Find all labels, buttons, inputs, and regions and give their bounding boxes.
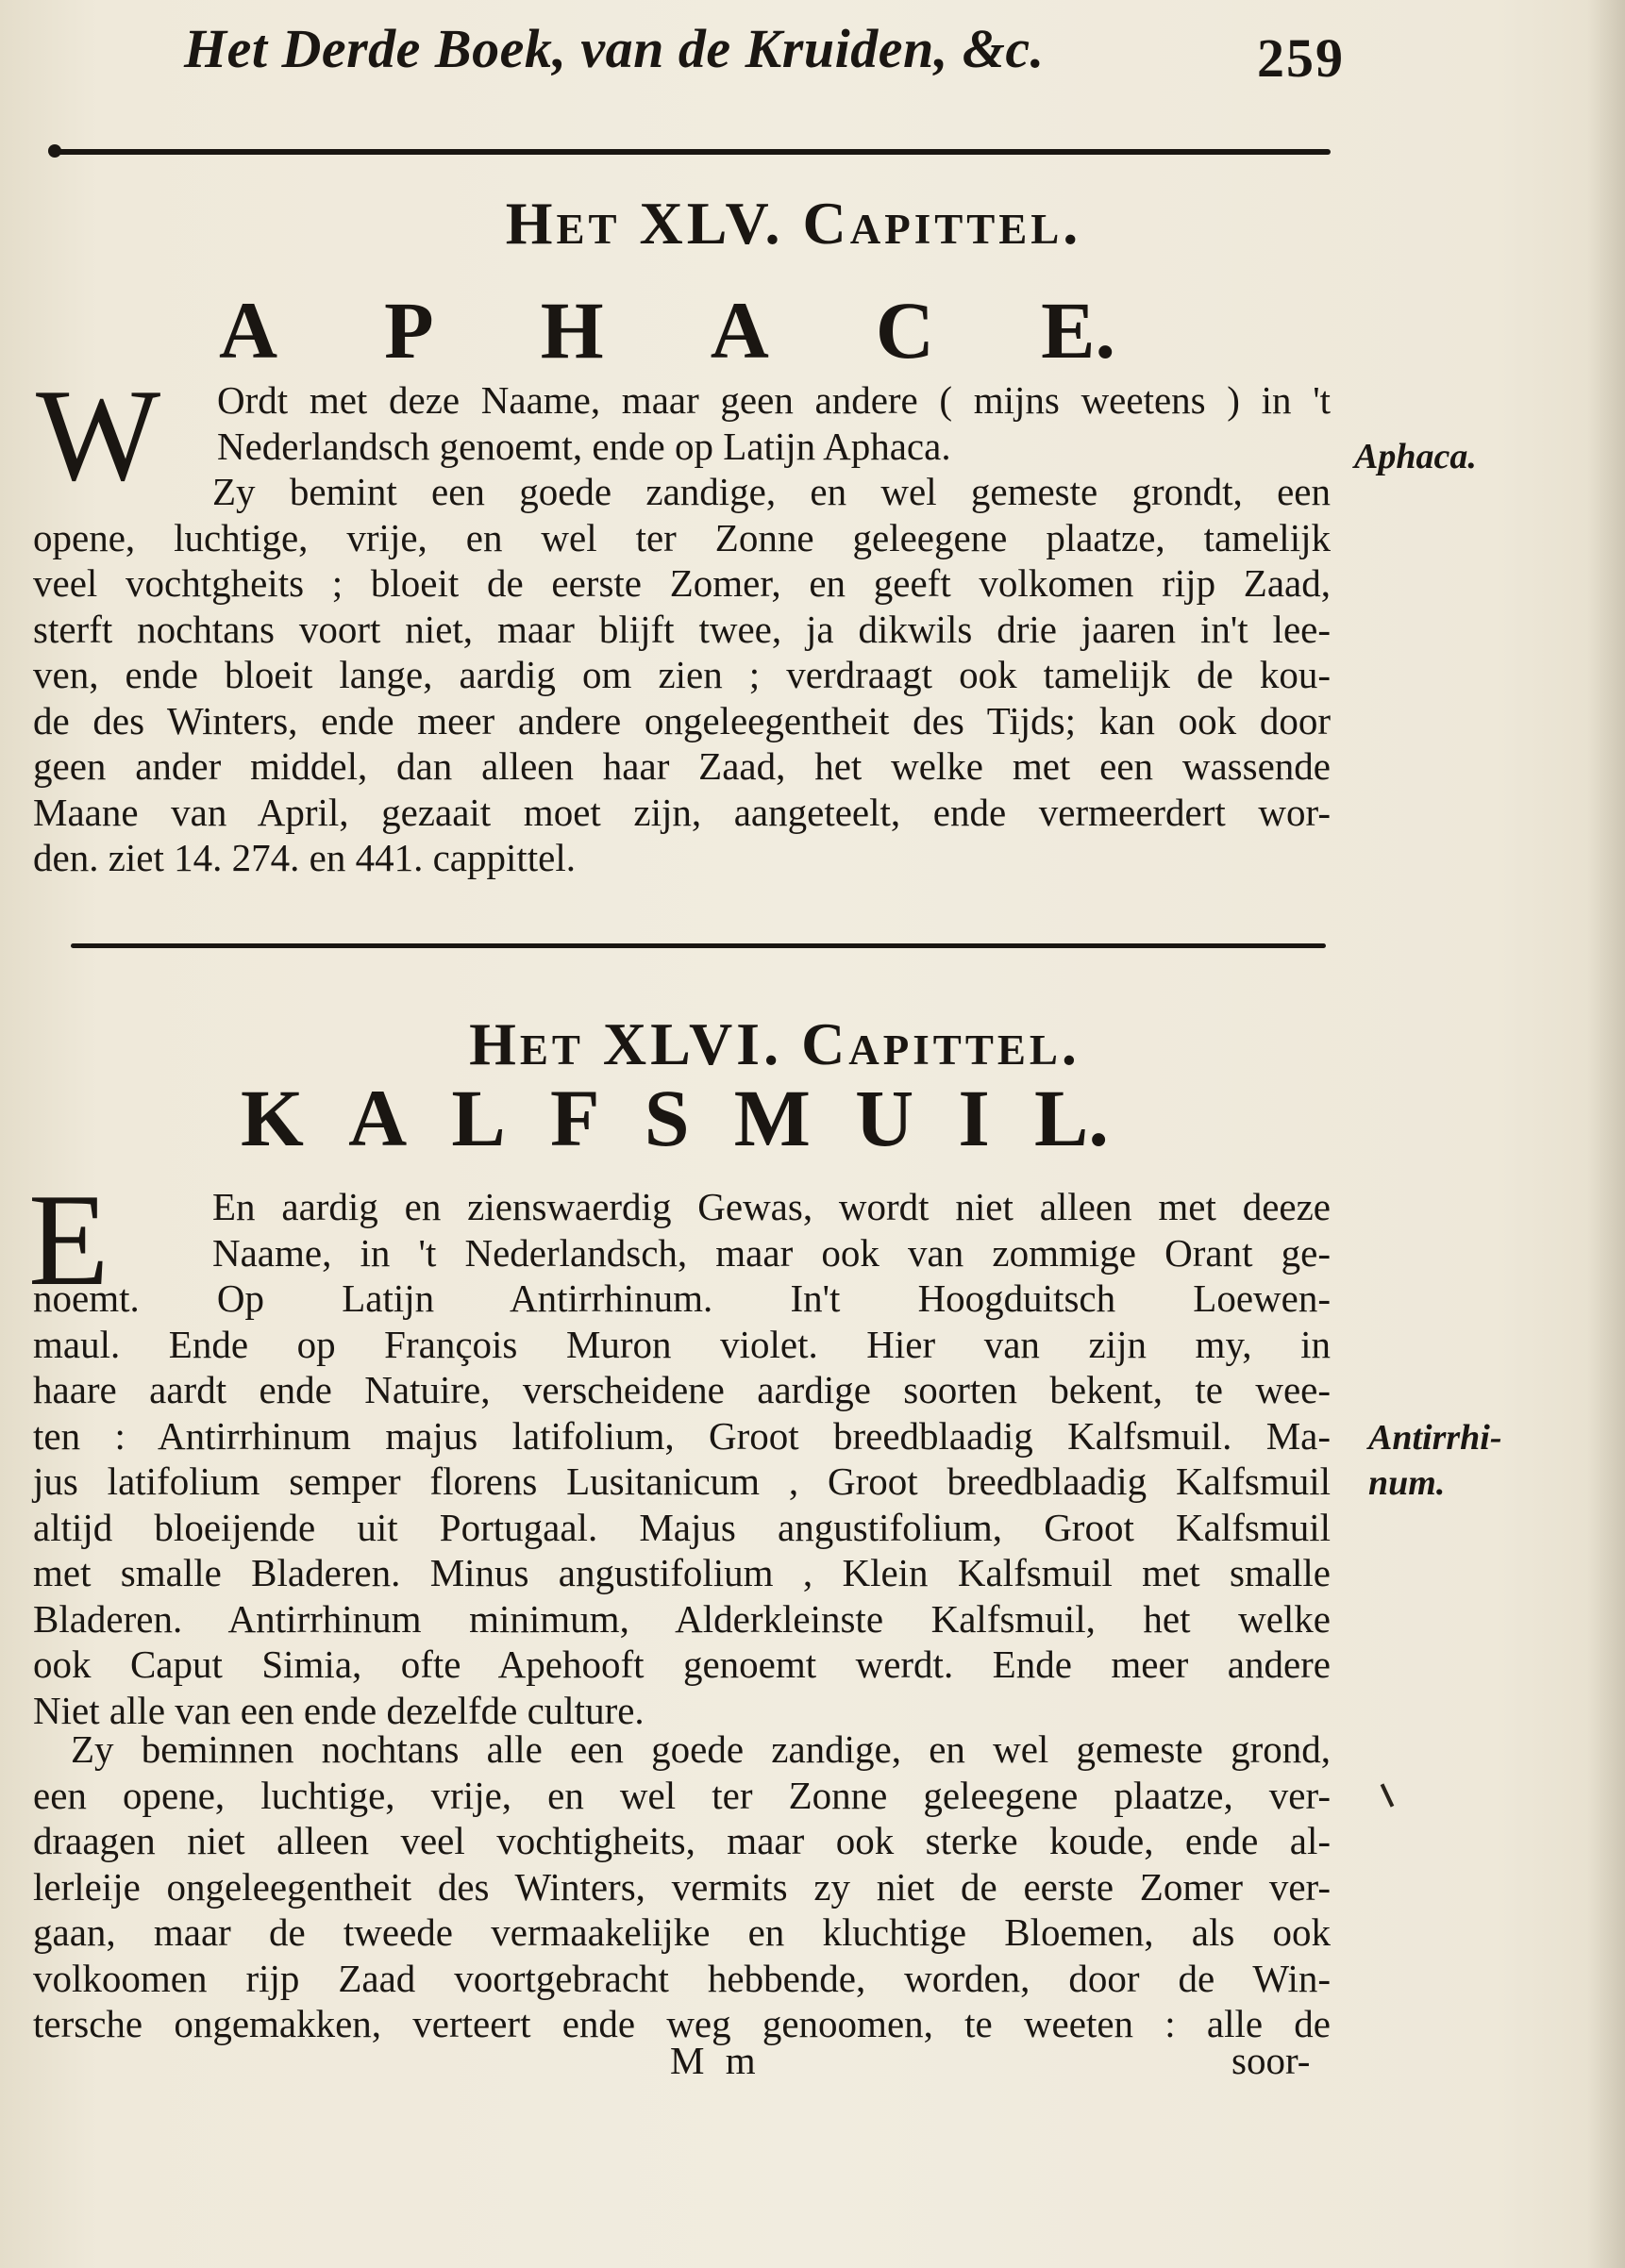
text-line: de des Winters, ende meer andere ongeleegentheit des Tijds; kan ook door: [33, 698, 1331, 742]
margin-note-aphaca: Aphaca.: [1354, 437, 1477, 476]
stray-ink-mark: [1381, 1783, 1395, 1807]
title-letter: I: [958, 1073, 990, 1163]
text-line: volkoomen rijp Zaad voortgebracht hebbende, worden, door de Win-: [33, 1956, 1331, 2000]
title-letter: P: [384, 285, 434, 375]
title-letter: L: [451, 1073, 506, 1163]
page-number: 259: [1257, 27, 1345, 89]
title-letter: F: [549, 1073, 600, 1163]
text-line: Maane van April, gezaait moet zijn, aangeteelt, ende vermeerdert wor-: [33, 790, 1331, 834]
chapter-heading-45: Het XLV. Capittel.: [505, 190, 1082, 257]
text-line: veel vochtgheits ; bloeit de eerste Zomer, en geeft volkomen rijp Zaad,: [33, 561, 1331, 605]
margin-note-line: num.: [1368, 1463, 1446, 1503]
title-letter: C: [875, 285, 935, 375]
title-letter: L.: [1034, 1073, 1109, 1163]
text-line: met smalle Bladeren. Minus angustifolium , Klein Kalfsmuil met smalle: [33, 1551, 1331, 1594]
chapter-heading-46: Het XLVI. Capittel.: [469, 1010, 1081, 1077]
text-line: draagen niet alleen veel vochtigheits, maar ook sterke koude, ende al-: [33, 1819, 1331, 1862]
text-line: den. ziet 14. 274. en 441. cappittel.: [33, 836, 576, 879]
chapter-divider-rule: [71, 943, 1326, 948]
text-line: sterft nochtans voort niet, maar blijft twee, ja dikwils drie jaaren in't lee-: [33, 607, 1331, 651]
text-line: haare aardt ende Natuire, verscheidene aardige soorten bekent, te wee-: [33, 1368, 1331, 1411]
text-line: Niet alle van een ende dezelfde culture.: [33, 1688, 645, 1732]
text-line: Zy beminnen nochtans alle een goede zandige, en wel gemeste grond,: [71, 1727, 1331, 1771]
text-line: een opene, luchtige, vrije, en wel ter Zonne geleegene plaatze, ver-: [33, 1773, 1331, 1817]
text-line: jus latifolium semper florens Lusitanicum , Groot breedblaadig Kalfsmuil: [33, 1459, 1331, 1503]
chapter46-text: [33, 1184, 1331, 1733]
text-line: altijd bloeijende uit Portugaal. Majus angustifolium, Groot Kalfsmuil: [33, 1505, 1331, 1549]
text-line: En aardig en zienswaerdig Gewas, wordt niet alleen met deeze: [212, 1185, 1331, 1228]
title-letter: S: [644, 1073, 690, 1163]
drop-capital-e: E: [28, 1167, 109, 1313]
title-letter: H: [540, 285, 604, 375]
chapter45-text: [33, 362, 1331, 881]
running-head: [184, 17, 1345, 102]
text-line: maul. Ende op François Muron violet. Hier van zijn my, in: [33, 1322, 1331, 1366]
text-line: Naame, in 't Nederlandsch, maar ook van zommige Orant ge-: [212, 1230, 1331, 1275]
title-letter: A: [348, 1073, 408, 1163]
text-line: noemt. Op Latijn Antirrhinum. In't Hoogduitsch Loewen-: [33, 1276, 1331, 1320]
title-letter: A: [219, 285, 278, 375]
text-line: Bladeren. Antirrhinum minimum, Alderkleinste Kalfsmuil, het welke: [33, 1596, 1331, 1641]
text-line: opene, luchtige, vrije, en wel ter Zonne geleegene plaatze, tamelijk: [33, 515, 1331, 559]
text-line: Zy bemint een goede zandige, en wel gemeste grondt, een: [212, 470, 1331, 513]
title-letter: E.: [1041, 285, 1115, 375]
catchword: soor-: [1231, 2039, 1311, 2082]
plant-title-kalfsmuil: [241, 1071, 1109, 1165]
plant-title-aphace: [219, 283, 1115, 377]
text-line: ten : Antirrhinum majus latifolium, Groot breedblaadig Kalfsmuil. Ma-: [33, 1413, 1331, 1458]
text-line: geen ander middel, dan alleen haar Zaad, het welke met een wassende: [33, 744, 1331, 788]
text-line: lerleije ongeleegentheit des Winters, vermits zy niet de eerste Zomer ver-: [33, 1864, 1331, 1909]
rule-ornament: [48, 144, 61, 158]
header-rule: [52, 149, 1331, 155]
chapter46-text-continued: [33, 1726, 1331, 2047]
text-line: gaan, maar de tweede vermaakelijke en kluchtige Bloemen, als ook: [33, 1910, 1331, 1954]
title-letter: A: [710, 285, 769, 375]
text-line: ook Caput Simia, ofte Apehooft genoemt werdt. Ende meer andere: [33, 1643, 1331, 1686]
title-letter: M: [733, 1073, 811, 1163]
text-line: tersche ongemakken, verteert ende weg genoomen, te weeten : alle de: [33, 2002, 1331, 2045]
title-letter: K: [241, 1073, 304, 1163]
margin-note-antirrhinum: [1368, 1415, 1502, 1506]
text-line: ven, ende bloeit lange, aardig om zien ; verdraagt ook tamelijk de kou-: [33, 653, 1331, 696]
text-line: Ordt met deze Naame, maar geen andere ( mijns weetens ) in 't: [217, 378, 1331, 422]
running-title: Het Derde Boek, van de Kruiden, &c.: [184, 18, 1045, 79]
text-line: Nederlandsch genoemt, ende op Latijn Aphaca.: [217, 424, 951, 468]
title-letter: U: [855, 1073, 914, 1163]
margin-note-line: Antirrhi-: [1368, 1418, 1502, 1458]
drop-capital-w: W: [36, 362, 161, 509]
signature-mark: M m: [670, 2039, 762, 2082]
page-edge-shadow: [1587, 0, 1625, 2268]
